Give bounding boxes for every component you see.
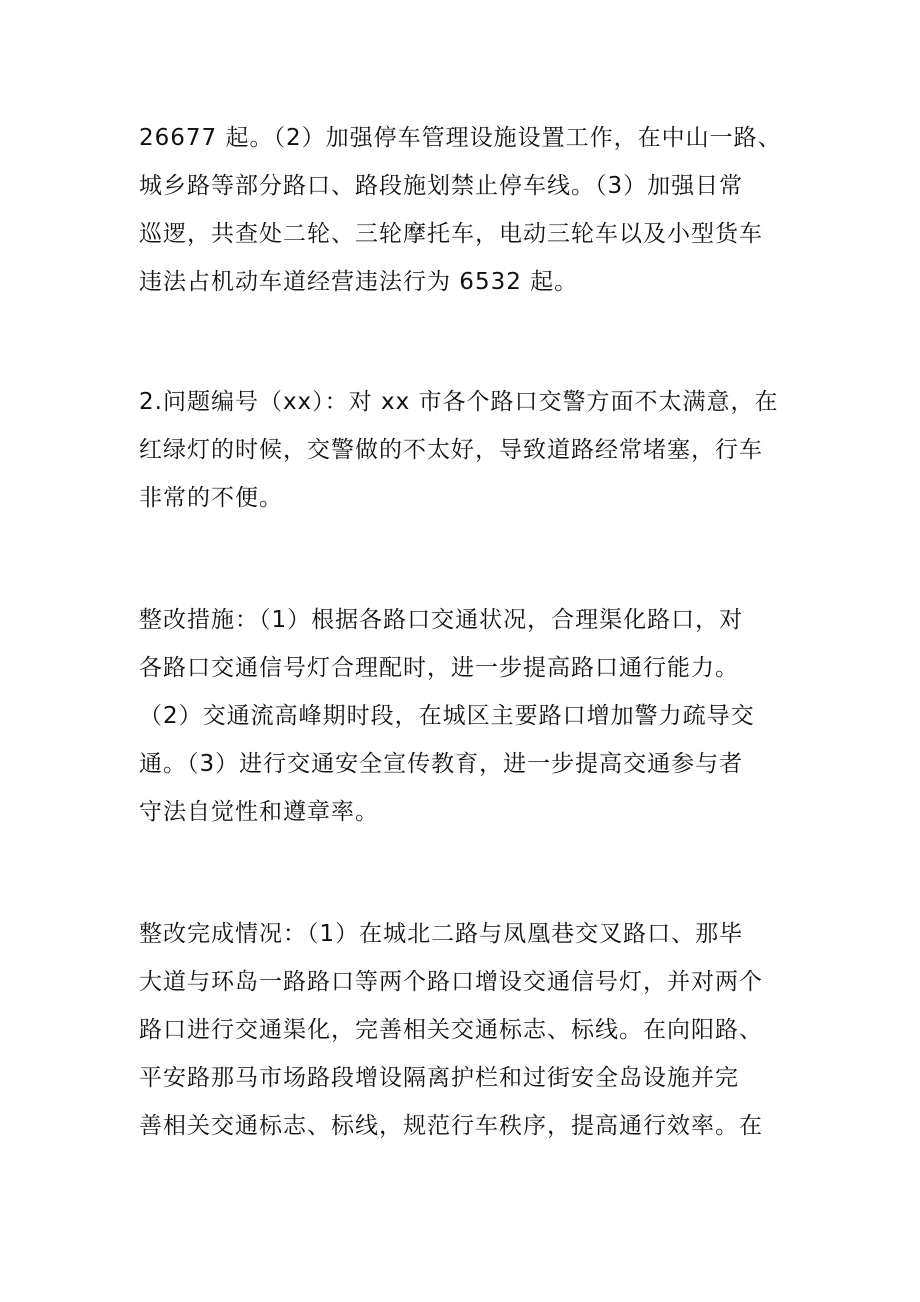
text-line: 违法占机动车道经营违法行为 6532 起。 (139, 269, 579, 295)
paragraph-rectification-measures (139, 596, 789, 836)
text-line: 各路口交通信号灯合理配时，进一步提高路口通行能力。 (139, 655, 739, 681)
text-line: 守法自觉性和遵章率。 (139, 799, 379, 825)
text-line: 通。（3）进行交通安全宣传教育，进一步提高交通参与者 (139, 751, 744, 777)
paragraph-parking-enforcement (139, 114, 789, 306)
text-line: 善相关交通标志、标线，规范行车秩序，提高通行效率。在 (139, 1113, 763, 1139)
text-line: 平安路那马市场路段增设隔离护栏和过街安全岛设施并完 (139, 1065, 739, 1091)
text-line: 路口进行交通渠化，完善相关交通标志、标线。在向阳路、 (139, 1017, 763, 1043)
text-line: 城乡路等部分路口、路段施划禁止停车线。（3）加强日常 (139, 173, 744, 199)
text-line: 红绿灯的时候，交警做的不太好，导致道路经常堵塞，行车 (139, 437, 763, 463)
paragraph-rectification-completion (139, 910, 789, 1150)
text-line: （2）交通流高峰期时段，在城区主要路口增加警力疏导交 (139, 703, 755, 729)
text-line: 整改措施：（1）根据各路口交通状况，合理渠化路口，对 (139, 607, 744, 633)
text-line: 26677 起。（2）加强停车管理设施设置工作，在中山一路、 (139, 125, 782, 151)
text-line: 巡逻，共查处二轮、三轮摩托车，电动三轮车以及小型货车 (139, 221, 763, 247)
text-line: 整改完成情况：（1）在城北二路与凤凰巷交叉路口、那毕 (139, 921, 744, 947)
paragraph-issue-description (139, 378, 789, 522)
text-line: 2.问题编号（xx）：对 xx 市各个路口交警方面不太满意，在 (139, 389, 779, 415)
text-line: 大道与环岛一路路口等两个路口增设交通信号灯，并对两个 (139, 969, 763, 995)
text-line: 非常的不便。 (139, 485, 283, 511)
